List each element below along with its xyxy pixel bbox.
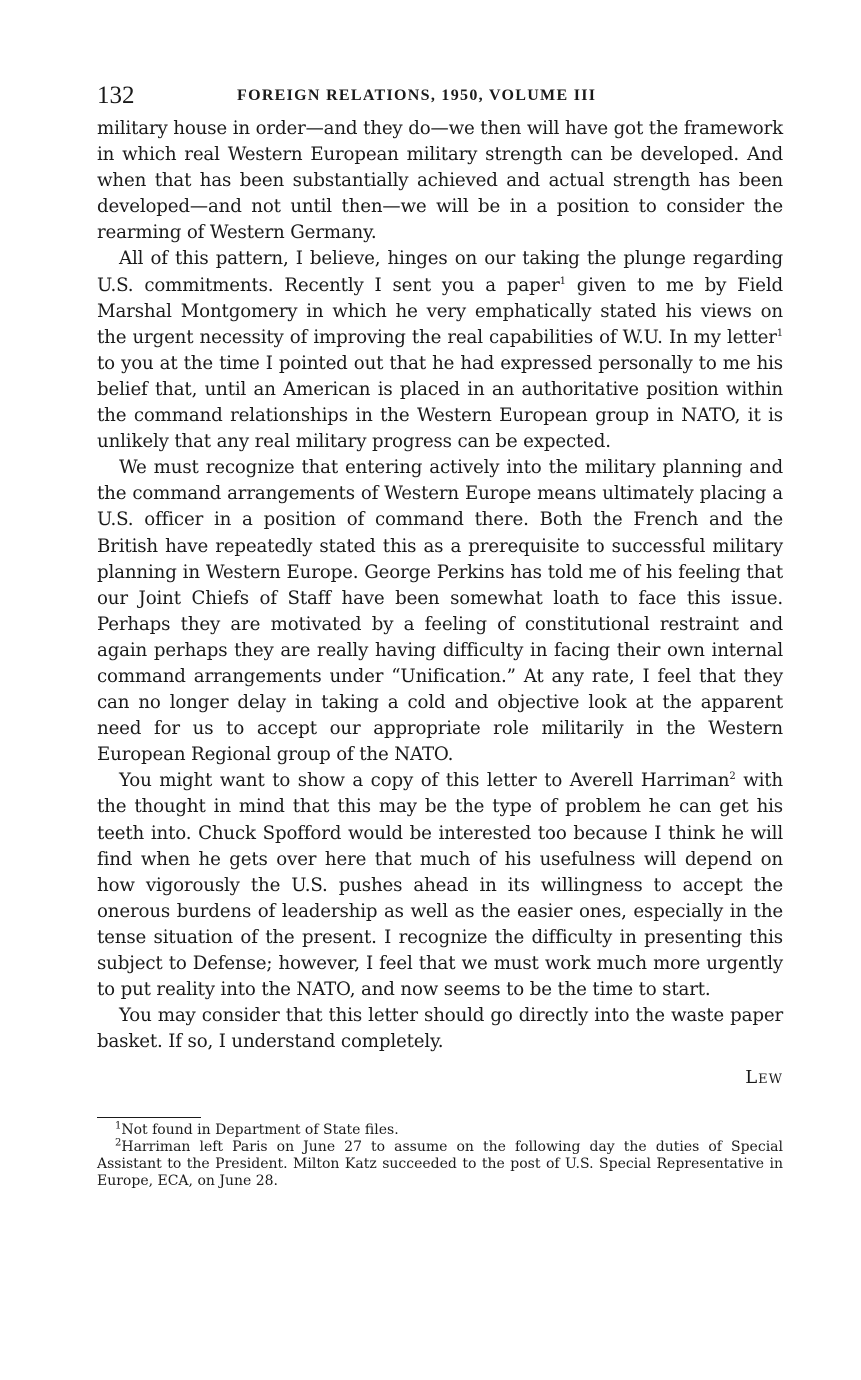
paragraph-closing: You may consider that this letter should go directly into the waste paper basket. If so, I understand completely. <box>97 1005 783 1053</box>
footnote <box>97 1139 783 1190</box>
letter-body <box>97 116 783 1091</box>
signature: Lew <box>745 1067 783 1089</box>
footnote <box>97 1122 783 1139</box>
paragraph-command: We must recognize that entering actively into the military planning and the command arrangements of Western Europe means ultimately placing a U.S. officer in a position of command there. Both the French and the British have repeatedly stated this as a prerequisite to successful military planning in Western Europe. George Perkins has told me of his feeling that our Joint Chiefs of Staff have been somewhat loath to face this issue. Perhaps they are motivated by a feeling of constitutional restraint and again perhaps they are really having difficulty in facing their own internal command arrangements under “Unification.” At any rate, I feel that they can no longer delay in taking a cold and objective look at the apparent need for us to accept our appropriate role militarily in the Western European Regional group of the NATO. <box>97 457 783 766</box>
paragraph-harriman <box>97 768 783 1003</box>
footnotes <box>97 1122 783 1190</box>
footnote-text: Not found in Department of State files. <box>121 1122 399 1139</box>
footnote-ref: 1 <box>559 275 566 287</box>
running-head-title: FOREIGN RELATIONS, 1950, VOLUME III <box>237 87 597 104</box>
paragraph-continuation: military house in order—and they do—we then will have got the framework in which real Western European military strength can be developed. And when that has been substantially achieved and actual strength has been developed—and not until then—we will be in a position to consider the rearming of Western Germany. <box>97 118 783 244</box>
footnote-ref: 1 <box>776 327 783 339</box>
running-head <box>97 82 783 114</box>
document-page <box>97 82 783 1190</box>
footnote-text: Harriman left Paris on June 27 to assume on the following day the duties of Special Assistant to the President. Milton Katz succeeded to the post of U.S. Special Representative in Europe, ECA, on June 28. <box>97 1139 783 1190</box>
page-number: 132 <box>97 82 135 109</box>
paragraph-text: to you at the time I pointed out that he had expressed personally to me his belief that, until an American is placed in an authoritative position within the command relationships in the Western European group in NATO, it is unlikely that any real military progress can be expected. <box>97 352 783 453</box>
footnote-divider <box>97 1117 201 1118</box>
paragraph-text: All of this pattern, I believe, hinges on our taking the plunge regarding U.S. commitments. Recently I sent you a paper <box>97 248 783 296</box>
paragraph-text: with the thought in mind that this may be the type of problem he can get his teeth into. Chuck Spofford would be interested too because I think he will find when he gets over here that much of his usefulness will depend on how vigorously the U.S. pushes ahead in its willingness to accept the onerous burdens of leadership as well as the easier ones, especially in the tense situation of the present. I recognize the difficulty in presenting this subject to Defense; however, I feel that we must work much more urgently to put reality into the NATO, and now seems to be the time to start. <box>97 770 783 1001</box>
paragraph-pattern <box>97 246 783 455</box>
footnote-mark: 1 <box>115 1120 122 1132</box>
paragraph-text: given to me by Field Marshal Montgomery in which he very emphatically stated his views on the urgent necessity of improving the real capabilities of W.U. In my letter <box>97 274 784 348</box>
paragraph-text: You might want to show a copy of this letter to Averell Harriman <box>119 770 730 792</box>
footnote-ref: 2 <box>729 771 736 783</box>
footnote-mark: 2 <box>115 1137 122 1149</box>
